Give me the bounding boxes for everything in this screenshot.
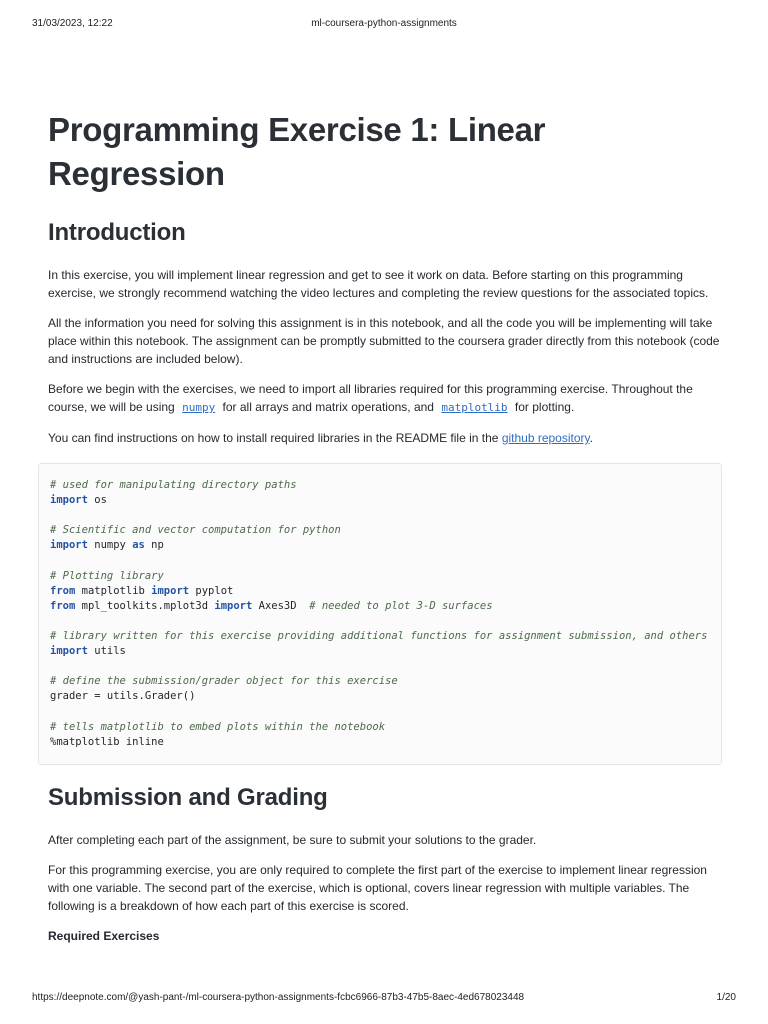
code-text: pyplot [189,584,234,597]
code-line [50,523,721,538]
code-text: os [87,494,107,507]
print-page-number: 1/20 [716,992,736,1003]
code-cell[interactable] [38,463,722,765]
intro-paragraph-2: All the information you need for solving this assignment is in this notebook, and all the code you will be implementing will take place within this notebook. The assignment can be promptly submitted to the coursera grader directly from this notebook (code and instructions are included below). [48,316,720,366]
code-keyword: import [214,599,253,612]
code-text: %matplotlib inline [50,735,164,748]
code-line [50,674,721,689]
intro-paragraph-4 [48,429,720,447]
intro-p3-text-b: for all arrays and matrix operations, and [222,400,434,414]
required-exercises-label: Required Exercises [48,928,160,943]
code-text: numpy [87,539,133,552]
print-header [0,18,768,32]
code-keyword: import [50,539,88,552]
matplotlib-link[interactable]: matplotlib [441,401,508,414]
print-datetime: 31/03/2023, 12:22 [32,18,113,29]
code-keyword: import [50,645,88,658]
code-keyword: from [50,599,76,612]
print-url: https://deepnote.com/@yash-pant-/ml-coursera-python-assignments-fcbc6966-87b3-47b5-8aec-4ed678023448 [32,992,525,1003]
intro-p4-text-a: You can find instructions on how to install required libraries in the README file in the [48,431,499,445]
code-text: np [144,539,164,552]
code-comment: # used for manipulating directory paths [50,479,297,491]
code-line [50,493,721,508]
code-text: utils [87,645,126,658]
code-line [50,735,721,750]
code-line [50,584,721,599]
notebook-content [48,108,720,945]
code-comment: # library written for this exercise providing additional functions for assignment submission, and others [50,629,708,642]
code-text: mpl_toolkits.mplot3d [75,599,215,612]
code-line [50,478,721,493]
print-footer [0,992,768,1006]
code-keyword: from [50,584,76,597]
intro-paragraph-1: In this exercise, you will implement linear regression and get to see it work on data. Before starting on this programming exercise, we strongly recommend watching the video lectures and completing the review questions for the associated topics. [48,268,709,300]
code-keyword: import [50,494,88,507]
code-text: grader = utils.Grader() [50,690,196,703]
code-text: Axes3D [252,599,310,612]
submission-paragraph-2: For this programming exercise, you are only required to complete the first part of the exercise to implement linear regression with one variable. The second part of the exercise, which is optional, covers linear regression with multiple variables. The following is a breakdown of how each part of this exercise is scored. [48,862,707,913]
numpy-link[interactable]: numpy [182,401,216,414]
submission-paragraph-1: After completing each part of the assignment, be sure to submit your solutions to the grader. [48,832,537,847]
intro-p3-text-a: Before we begin with the exercises, we need to import all libraries required for this programming exercise. Throughout the course, we will be using [48,382,693,414]
code-comment: # tells matplotlib to embed plots within the notebook [50,720,386,733]
code-line [50,569,721,584]
code-keyword: import [151,584,190,597]
code-comment: # define the submission/grader object for this exercise [50,675,398,688]
print-doc-title: ml-coursera-python-assignments [311,18,457,29]
code-line [50,629,721,644]
code-comment: # needed to plot 3-D surfaces [309,599,493,612]
submission-heading: Submission and Grading [48,783,328,811]
intro-paragraph-3 [48,380,720,417]
code-comment: # Plotting library [50,569,164,582]
page-title: Programming Exercise 1: Linear Regression [48,111,546,192]
code-line [50,689,721,704]
code-line [50,644,721,659]
code-line [50,538,721,553]
code-keyword: as [132,539,145,552]
code-text: matplotlib [75,584,152,597]
code-comment: # Scientific and vector computation for python [50,524,341,537]
code-line [50,720,721,735]
code-line [50,599,721,614]
intro-p3-text-c: for plotting. [514,400,575,414]
intro-heading: Introduction [48,219,186,246]
intro-p4-text-b: . [589,431,593,445]
github-repository-link[interactable]: github repository [501,431,590,445]
